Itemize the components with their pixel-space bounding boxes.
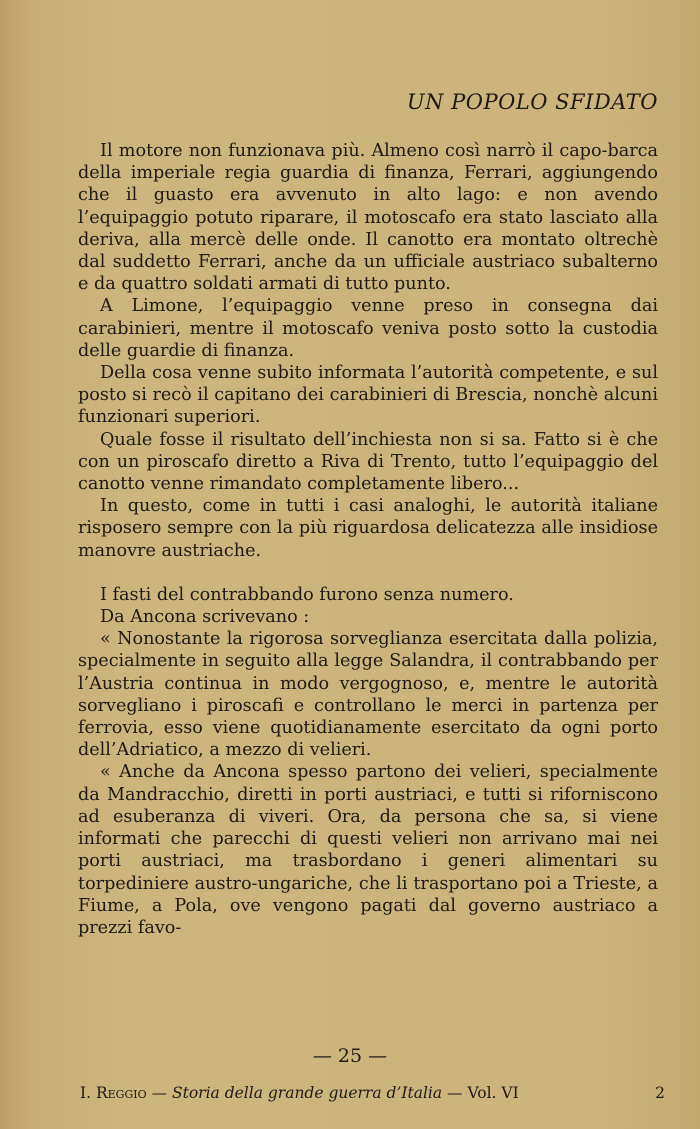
paragraph-5: In questo, come in tutti i casi analoghi, le autorità italiane risposero sempre con la più riguardosa delicatezza alle insidiose manovre austriache. <box>78 496 658 561</box>
running-header: UN POPOLO SFIDATO <box>406 90 658 114</box>
paragraph-8: « Nonostante la rigorosa sorveglianza esercitata dalla polizia, specialmente in seguito alla legge Salandra, il contrabbando per l’Austria continua in modo vergognoso, e, mentre le autorità sorvegliano i piroscafi e controllano le merci in partenza per ferrovia, esso viene quotidianamente esercitato da ogni porto dell’Adriatico, a mezzo di velieri. <box>78 629 658 761</box>
paragraph-7: Da Ancona scrivevano : <box>100 607 310 628</box>
body-text <box>78 140 658 939</box>
paragraph-3: Della cosa venne subito informata l’autorità competente, e sul posto si recò il capitano dei carabinieri di Brescia, nonchè alcuni funzionari superiori. <box>78 363 658 428</box>
footer-volume: Vol. VI <box>467 1084 519 1102</box>
page-number: — 25 — <box>312 1045 388 1067</box>
paragraph-9: « Anche da Ancona spesso partono dei velieri, specialmente da Mandracchio, diretti in porti austriaci, e tutti si riforniscono ad esuberanza di viveri. Ora, da persona che sa, si viene informati che parecchi di questi velieri non arrivano mai nei porti austriaci, ma trasbordano i generi alimentari su torpediniere austro-ungariche, che li trasportano poi a Trieste, a Fiume, a Pola, ove vengono pagati dal governo austriaco a prezzi favo- <box>78 762 658 938</box>
paragraph-6: I fasti del contrabbando furono senza numero. <box>100 584 514 605</box>
paragraph-4: Quale fosse il risultato dell’inchiesta non si sa. Fatto si è che con un piroscafo diretto a Riva di Trento, tutto l’equipaggio del canotto venne rimandato completamente libero... <box>78 429 658 495</box>
footer-title: — Storia della grande guerra d’Italia — <box>151 1084 463 1102</box>
footer-author: I. Reggio <box>80 1084 147 1102</box>
footer-signature: 2 <box>655 1084 665 1102</box>
paragraph-1: Il motore non funzionava più. Almeno così narrò il capo-barca della imperiale regia guardia di finanza, Ferrari, aggiungendo che il guasto era avvenuto in alto lago: e non avendo l’equipaggio potuto riparare, il motoscafo era stato lasciato alla deriva, alla mercè delle onde. Il canotto era montato oltrechè dal suddetto Ferrari, anche da un ufficiale austriaco subalterno e da quattro soldati armati di tutto punto. <box>78 141 658 295</box>
page-footer <box>80 1084 665 1102</box>
paragraph-2: A Limone, l’equipaggio venne preso in consegna dai carabinieri, mentre il motoscafo veniva posto sotto la custodia delle guardie di finanza. <box>78 296 658 361</box>
footer-citation <box>80 1084 519 1102</box>
